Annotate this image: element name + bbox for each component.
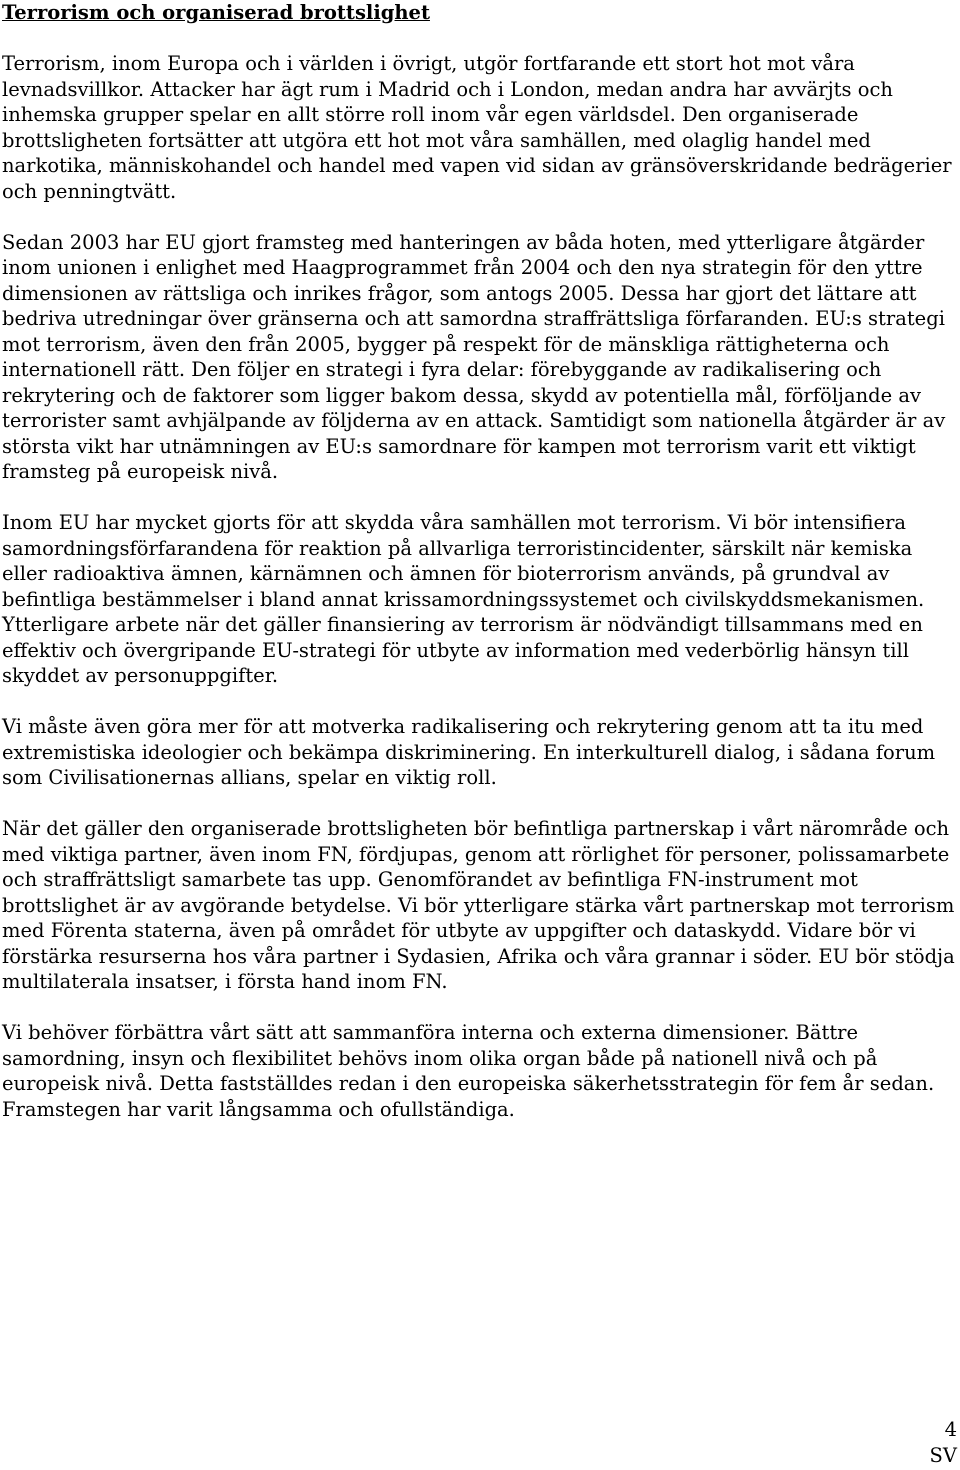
section-title: Terrorism och organiserad brottslighet xyxy=(2,1,430,24)
paragraph-5: När det gäller den organiserade brottsligheten bör befintliga partnerskap i vårt närområde och med viktiga partner, även inom FN, fördjupas, genom att rörlighet för personer, polissamarbete och straffrättsligt samarbete tas upp. Genomförandet av befintliga FN-instrument mot brottslighet är av avgörande betydelse. Vi bör ytterligare stärka vårt partnerskap mot terrorism med Förenta staterna, även på området för utbyte av uppgifter och dataskydd. Vidare bör vi förstärka resurserna hos våra partner i Sydasien, Afrika och våra grannar i söder. EU bör stödja multilaterala insatser, i första hand inom FN. xyxy=(2,817,955,993)
page-number: 4 xyxy=(944,1418,957,1441)
language-code: SV xyxy=(929,1443,957,1467)
paragraph-4: Vi måste även göra mer för att motverka radikalisering och rekrytering genom att ta itu med extremistiska ideologier och bekämpa diskriminering. En interkulturell dialog, i sådana forum som Civilisationernas allians, spelar en viktig roll. xyxy=(2,715,936,789)
page-footer xyxy=(930,1417,957,1468)
paragraph-3: Inom EU har mycket gjorts för att skydda våra samhällen mot terrorism. Vi bör intensifiera samordningsförfarandena för reaktion på allvarliga terroristincidenter, särskilt när kemiska eller radioaktiva ämnen, kärnämnen och ämnen för bioterrorism används, på grundval av befintliga bestämmelser i bland annat krissamordningssystemet och civilskyddsmekanismen. Ytterligare arbete när det gäller finansiering av terrorism är nödvändigt tillsammans med en effektiv och övergripande EU-strategi för utbyte av information med vederbörlig hänsyn till skyddet av personuppgifter. xyxy=(2,511,925,687)
paragraph-6: Vi behöver förbättra vårt sätt att sammanföra interna och externa dimensioner. Bättre samordning, insyn och flexibilitet behövs inom olika organ både på nationell nivå och på europeisk nivå. Detta fastställdes redan i den europeiska säkerhetsstrategin för fem år sedan. Framstegen har varit långsamma och ofullständiga. xyxy=(2,1021,935,1121)
paragraph-1: Terrorism, inom Europa och i världen i övrigt, utgör fortfarande ett stort hot mot våra levnadsvillkor. Attacker har ägt rum i Madrid och i London, medan andra har avvärjts och inhemska grupper spelar en allt större roll inom vår egen världsdel. Den organiserade brottsligheten fortsätter att utgöra ett hot mot våra samhällen, med olaglig handel med narkotika, människohandel och handel med vapen vid sidan av gränsöverskridande bedrägerier och penningtvätt. xyxy=(2,52,952,203)
paragraph-2: Sedan 2003 har EU gjort framsteg med hanteringen av båda hoten, med ytterligare åtgärder inom unionen i enlighet med Haagprogrammet från 2004 och den nya strategin för den yttre dimensionen av rättsliga och inrikes frågor, som antogs 2005. Dessa har gjort det lättare att bedriva utredningar över gränserna och att samordna straffrättsliga förfaranden. EU:s strategi mot terrorism, även den från 2005, bygger på respekt för de mänskliga rättigheterna och internationell rätt. Den följer en strategi i fyra delar: förebyggande av radikalisering och rekrytering och de faktorer som ligger bakom dessa, skydd av potentiella mål, förföljande av terrorister samt avhjälpande av följderna av en attack. Samtidigt som nationella åtgärder är av största vikt har utnämningen av EU:s samordnare för kampen mot terrorism varit ett viktigt framsteg på europeisk nivå. xyxy=(2,230,946,483)
document-body xyxy=(2,0,956,1148)
